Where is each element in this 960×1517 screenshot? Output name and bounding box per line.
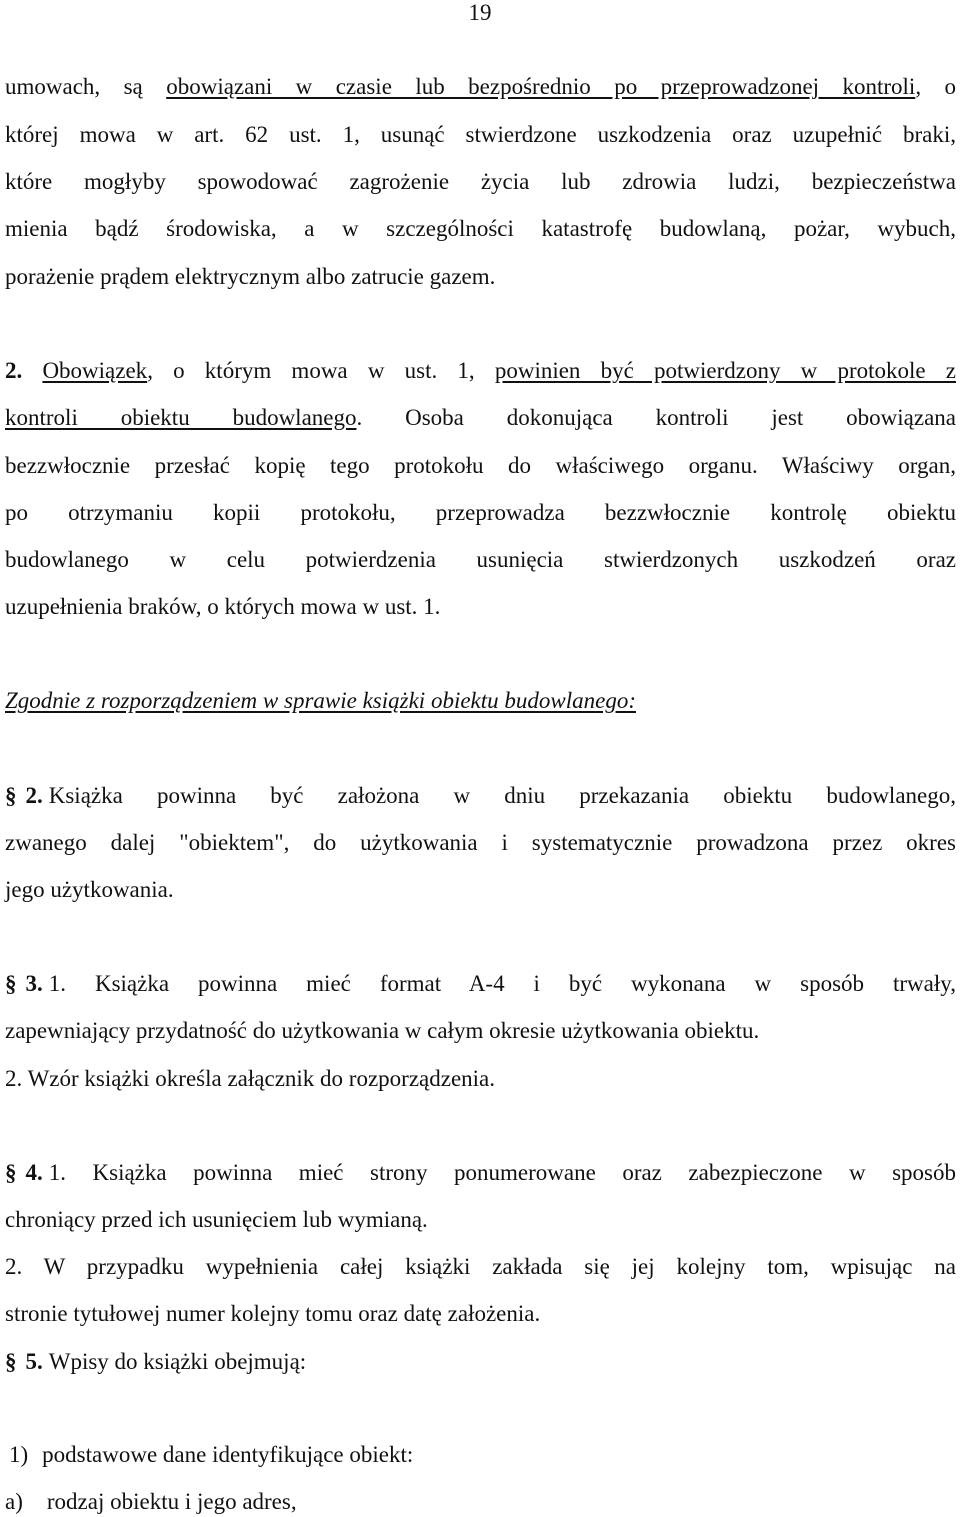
text-run: Wpisy do książki obejmują:	[48, 1349, 307, 1374]
section-sign: §	[5, 1160, 17, 1185]
paragraph-number: 2.	[5, 358, 43, 383]
underlined-text: Obowiązek	[42, 358, 148, 383]
section-sign: §	[5, 1349, 17, 1374]
section-2-line-3: jego użytkowania.	[5, 877, 174, 902]
underlined-text: powinien być potwierdzony w protokole z	[494, 358, 956, 383]
underlined-text: obowiązani w czasie lub bezpośrednio po przeprowadzonej kontroli	[166, 74, 916, 99]
list-item-text: podstawowe dane identyfikujące obiekt:	[42, 1442, 414, 1467]
section-2-line-2: zwanego dalej "obiektem", do użytkowania i systematycznie prowadzona przez okres	[5, 830, 956, 855]
text-run: , o	[915, 74, 957, 99]
section-4-line-4: stronie tytułowej numer kolejny tomu oraz datę założenia.	[5, 1301, 541, 1326]
list-marker: 1)	[9, 1442, 29, 1467]
underlined-text: kontroli obiektu budowlanego	[5, 405, 357, 430]
paragraph-1-line-1	[5, 72, 956, 102]
section-4-line-2: chroniący przed ich usunięciem lub wymianą.	[5, 1207, 428, 1232]
section-2-line-1	[5, 781, 956, 811]
page-number: 19	[468, 0, 492, 25]
list-item	[9, 1440, 413, 1470]
section-4-line-3: 2. W przypadku wypełnienia całej książki zakłada się jej kolejny tom, wpisując na	[5, 1254, 956, 1279]
paragraph-1-line-5: porażenie prądem elektrycznym albo zatrucie gazem.	[5, 264, 496, 289]
section-number: 3.	[25, 971, 43, 996]
section-4-line-1	[5, 1158, 956, 1188]
text-run: , o którym mowa w ust. 1,	[147, 358, 495, 383]
paragraph-2-line-1	[5, 356, 956, 386]
text-run: Książka powinna być założona w dniu przekazania obiektu budowlanego,	[48, 783, 956, 808]
paragraph-2-line-3: bezzwłocznie przesłać kopię tego protokołu do właściwego organu. Właściwy organ,	[5, 453, 956, 478]
text-run: 1. Książka powinna mieć format A-4 i być wykonana w sposób trwały,	[48, 971, 956, 996]
paragraph-2-line-2	[5, 403, 956, 433]
section-number: 2.	[25, 783, 43, 808]
list-item-text: rodzaj obiektu i jego adres,	[46, 1489, 297, 1514]
paragraph-2-line-5: budowlanego w celu potwierdzenia usunięcia stwierdzonych uszkodzeń oraz	[5, 547, 956, 572]
section-5-line-1	[5, 1347, 306, 1377]
list-marker: a)	[5, 1489, 23, 1514]
paragraph-1-line-4: mienia bądź środowiska, a w szczególności katastrofę budowlaną, pożar, wybuch,	[5, 216, 956, 241]
paragraph-2-line-6: uzupełnienia braków, o których mowa w ust. 1.	[5, 594, 441, 619]
text-run: . Osoba dokonująca kontroli jest obowiązana	[356, 405, 956, 430]
section-sign: §	[5, 971, 17, 996]
section-heading: Zgodnie z rozporządzeniem w sprawie książki obiektu budowlanego:	[5, 688, 636, 713]
section-number: 4.	[25, 1160, 43, 1185]
section-3-line-2: zapewniający przydatność do użytkowania w całym okresie użytkowania obiektu.	[5, 1018, 760, 1043]
paragraph-1-line-3: które mogłyby spowodować zagrożenie życia lub zdrowia ludzi, bezpieczeństwa	[5, 169, 956, 194]
paragraph-1-line-2: której mowa w art. 62 ust. 1, usunąć stwierdzone uszkodzenia oraz uzupełnić braki,	[5, 122, 956, 147]
section-3-line-1	[5, 969, 956, 999]
section-number: 5.	[25, 1349, 43, 1374]
text-run: 1. Książka powinna mieć strony ponumerowane oraz zabezpieczone w sposób	[48, 1160, 956, 1185]
text-run: umowach, są	[5, 74, 167, 99]
section-sign: §	[5, 783, 17, 808]
list-item	[5, 1487, 297, 1517]
section-3-line-3: 2. Wzór książki określa załącznik do rozporządzenia.	[5, 1066, 496, 1091]
paragraph-2-line-4: po otrzymaniu kopii protokołu, przeprowadza bezzwłocznie kontrolę obiektu	[5, 500, 956, 525]
